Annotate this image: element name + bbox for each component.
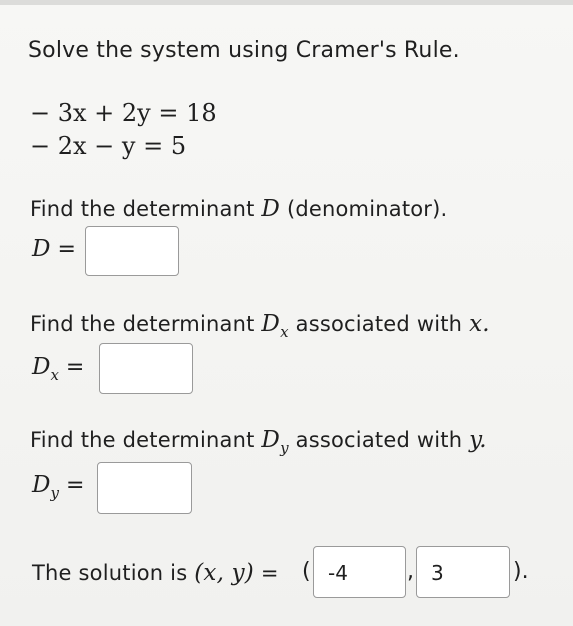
solution-x-input[interactable] (313, 546, 406, 598)
prompt-dy-symbol: D (261, 427, 281, 453)
prompt-dy (30, 427, 487, 457)
solution-line (32, 560, 279, 586)
label-d (32, 236, 76, 262)
top-border (0, 0, 573, 5)
label-dx-sub: x (50, 366, 59, 384)
label-dy-symbol: D (32, 472, 51, 498)
label-dx-equals: = (65, 355, 85, 380)
prompt-dx-symbol: D (261, 311, 281, 337)
dy-input[interactable] (97, 462, 192, 514)
solution-prefix: The solution is (32, 561, 188, 585)
solution-comma: , (407, 559, 414, 584)
solution-y-input[interactable] (416, 546, 510, 598)
dx-input[interactable] (99, 343, 193, 394)
solution-x-value: -4 (328, 561, 348, 585)
solution-pair: (x, y) (194, 560, 254, 586)
prompt-d-suffix: (denominator). (286, 197, 448, 221)
prompt-dy-sub: y (280, 439, 289, 457)
prompt-dy-suffix: associated with (295, 428, 463, 452)
label-dy-equals: = (65, 473, 85, 498)
solution-close: ). (513, 559, 529, 584)
prompt-d (30, 196, 447, 222)
equation-1: − 3x + 2y = 18 (30, 99, 217, 127)
prompt-dx-suffix: associated with (295, 312, 463, 336)
prompt-dy-var: y. (469, 427, 487, 453)
prompt-dx-text: Find the determinant (30, 312, 255, 336)
instructions: Solve the system using Cramer's Rule. (28, 38, 460, 63)
prompt-d-text: Find the determinant (30, 197, 255, 221)
solution-y-value: 3 (431, 561, 444, 585)
equation-2: − 2x − y = 5 (30, 132, 187, 160)
label-dx (32, 354, 85, 384)
label-dx-symbol: D (32, 354, 51, 380)
prompt-dx-var: x. (469, 311, 490, 337)
solution-open-paren: ( (302, 559, 311, 584)
prompt-dx-sub: x (280, 323, 289, 341)
solution-equals: = (260, 561, 279, 585)
prompt-dy-text: Find the determinant (30, 428, 255, 452)
d-input[interactable] (85, 226, 179, 276)
label-dy (32, 472, 85, 502)
label-d-symbol: D (32, 236, 51, 262)
label-dy-sub: y (50, 484, 59, 502)
label-d-equals: = (57, 237, 76, 262)
prompt-dx (30, 311, 490, 341)
prompt-d-symbol: D (261, 196, 281, 222)
